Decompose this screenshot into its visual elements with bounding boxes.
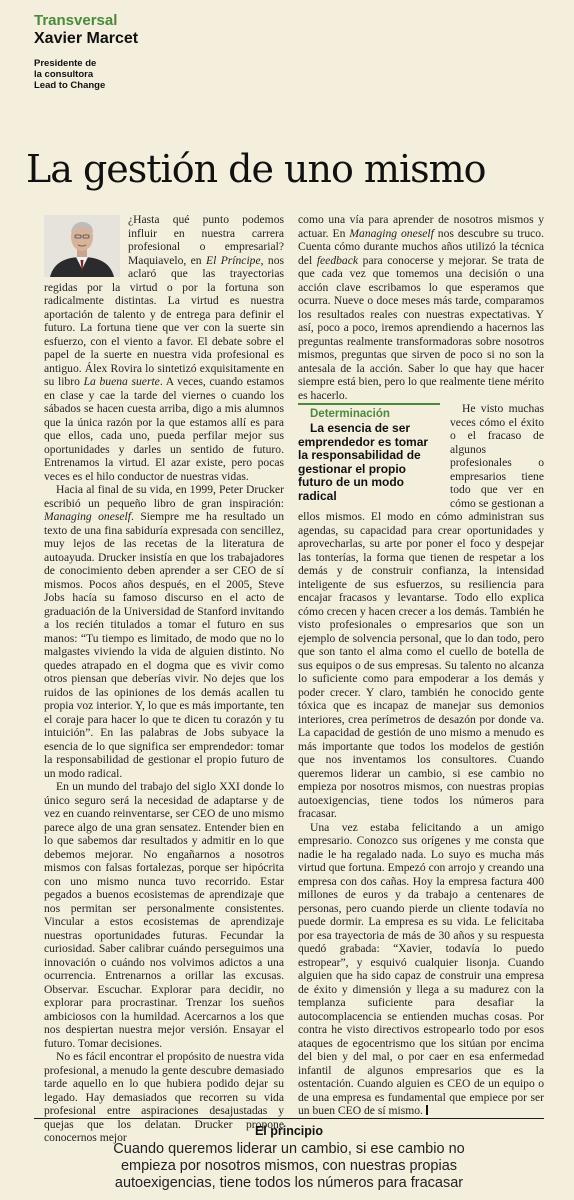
author-role-line: la consultora: [34, 69, 94, 80]
footer-label: El principio: [254, 1124, 324, 1138]
footer-quote-line: empieza por nosotros mismos, con nuestras propias: [120, 1158, 458, 1174]
paragraph: como una vía para aprender de nosotros mismos y actuar. En Managing oneself nos descubre su truco. Cuenta cómo durante muchos años utilizó la técnica del feedback para conocerse y mejorar. Se trata de que cada vez que tomemos una decisión o una acción clave escribamos lo que esperamos que ocurra. Nueve o doce meses más tarde, comparamos los resultados reales con nuestras expectativas. Y así, poco a poco, iremos aprendiendo a hacernos las preguntas realmente transformadoras sobre nosotros mismos, preguntas que sirven de poco si no son la antesala de la acción. Saber lo que hay que hacer siempre está bien, pero lo que realmente tiene mérito es hacerlo.: [298, 213, 545, 402]
highlight-footer: [34, 1118, 544, 1192]
paragraph: ¿Hasta qué punto podemos influir en nuestra carrera profesional o empresarial? Maquiavelo, en El Príncipe, nos aclaró que las trayectorias regidas por la virtud o por la fortuna son radicalmente distintas. La virtud es nuestra aportación de talento y de entrega para definir el futuro. La fortuna tiene que ver con la suerte sin esfuerzo, con el viento a favor. El debate sobre el papel de la suerte en nuestra vida profesional es antiguo. Álex Rovira lo sintetizó exquisitamente en su libro La buena suerte. A veces, cuando estamos en clase y cae la tarde del viernes o cuando los sábados se hacen cuesta arriba, digo a mis alumnos que la única razón por la que estamos allí es para que ellos, cada uno, pueda perfilar mejor sus oportunidades y darles un sentido de futuro. Entrenamos la virtud. El azar existe, pero pocas veces es el hilo conductor de nuestras vidas.: [44, 213, 285, 483]
article-column-1: [44, 213, 284, 1145]
author-portrait-icon: [44, 215, 120, 277]
author-role-line: Presidente de: [34, 58, 97, 69]
author-photo: [44, 215, 120, 277]
section-label: Transversal: [34, 12, 118, 29]
paragraph: No es fácil encontrar el propósito de nuestra vida profesional, a menudo la gente descubre demasiado tarde aquello en lo que hubiera podido dejar su legado. Hay demasiados que recorren su vida profesional entre aspiraciones desajustadas y quejas que los delatan. Drucker propone conocernos mejor: [44, 1050, 284, 1144]
author-role: [34, 58, 334, 91]
pull-quote-text: La esencia de ser emprendedor es tomar la responsabilidad de gestionar el propio futuro de un modo radical: [298, 421, 429, 503]
end-mark-icon: [426, 1105, 428, 1115]
paragraph: En un mundo del trabajo del siglo XXI donde lo único seguro será la necesidad de adaptarse y de vez en cuando reinventarse, ser CEO de uno mismo parece algo de una gran sensatez. Entender bien en lo que sabemos dar resultados y admitir en lo que debemos mejorar. No engañarnos a nosotros mismos con falsas fortalezas, porque ser hipócrita con uno mismo nunca tuvo recorrido. Estar pegados a buenos ecosistemas de aprendizaje que nos permitan ser personalmente consistentes. Vincular a estos ecosistemas de aprendizaje nuestras oportunidades futuras. Fecundar la curiosidad. Saber calibrar cuándo perseguimos una innovación o cuándo nos volvimos adictos a una ocurrencia. Entrenarnos a orillar las excusas. Observar. Escuchar. Explorar para decidir, no explorar para procrastinar. Trenzar los sueños ambiciosos con la humildad. Acercarnos a los que nos despiertan nuestra mejor versión. Ensayar el futuro. Tomar decisiones.: [44, 780, 284, 1050]
article-column-2: [298, 213, 544, 1118]
footer-quote-line: autoexigencias, tiene todos los números para fracasar: [114, 1175, 464, 1191]
footer-quote-line: Cuando queremos liderar un cambio, si ese cambio no: [113, 1141, 465, 1157]
paragraph: Una vez estaba felicitando a un amigo empresario. Conozco sus orígenes y me consta que nadie le ha regalado nada. Lo suyo es mucha más virtud que fortuna. Empezó con arrojo y creando una empresa con dos cañas. Hoy la empresa factura 400 millones de euros y da trabajo a centenares de personas, pero cuando pierde un cliente todavía no puede dormir. La empresa es su vida. Le felicitaba por esa trayectoria de más de 30 años y su respuesta quedó grabada: “Xavier, todavía lo puedo estropear”, y esquivó cualquier lisonja. Cuando alguien que ha sido capaz de construir una empresa de éxito y dimensión y llega a su madurez con la templanza suficiente para desafiar la autocomplacencia se entienden muchas cosas. Por contra he visto directivos estropearlo todo por esos ataques de egocentrismo que los sitúan por encima del bien y del mal, o por caer en esa enfermedad infantil de algunos empresarios que es la ostentación. Cuando alguien es CEO de un equipo o de una empresa es fundamental que empiece por ser un buen CEO de sí mismo.: [298, 820, 544, 1117]
paragraph: Determinación La esencia de ser emprendedor es tomar la responsabilidad de gestionar el propio futuro de un modo radical He visto muchas veces cómo el éxito o el fracaso de algunos profesionales o empresarios tiene todo que ver en cómo se gestionan a ellos mismos. El modo en cómo administran sus agendas, su capacidad para crear oportunidades y aprovecharlas, su arte por poner el foco y despejar las tonterías, la forma que tienen de respetar a los demás y de construir confianza, la intensidad inteligente de sus esfuerzos, su resiliencia para encajar fracasos y levantarse. Todo ello explica cómo crecen y hacen crecer a los demás. También he visto profesionales o empresarios que son un ejemplo de solvencia personal, que lo dan todo, pero que son tanto el alma como el cuello de botella de sus equipos o de sus empresas. Su talento no alcanza lo suficiente como para empoderar a los demás y poder crecer. Y claro, también he conocido gente tóxica que es incapaz de manejar sus demonios interiores, crea perímetros de desazón por donde va. La capacidad de gestión de uno mismo a menudo es más importante que todos los modelos de gestión que nos inventamos los consultores. Cuando queremos liderar un cambio, si ese cambio no empieza por nosotros mismos, con nuestras propias autoexigencias, tiene todos los números para fracasar.: [298, 402, 544, 820]
author-role-line: Lead to Change: [34, 80, 106, 91]
pull-quote: [298, 403, 440, 503]
article-header: [34, 12, 334, 91]
article-title: La gestión de uno mismo: [26, 147, 486, 191]
footer-quote: [34, 1141, 544, 1192]
paragraph: Hacia al final de su vida, en 1999, Peter Drucker escribió un pequeño libro de gran inspiración: Managing oneself. Siempre me ha resultado un texto de una fina sabiduría expresada con sencillez, muy lejos de las recetas de la literatura de autoayuda. Drucker insistía en que los trabajadores de conocimiento deben aprender a ser CEO de sí mismos. Pocos años después, en el 2005, Steve Jobs hacía su famoso discurso en el acto de graduación de la Universidad de Stanford invitando a los recién titulados a tomar el futuro en sus manos: “Tu tiempo es limitado, de modo que no lo malgastes viviendo la vida de alguien distinto. No quedes atrapado en el dogma que es vivir como otros piensan que deberías vivir. No dejes que los ruidos de las opiniones de los demás acallen tu propia voz interior. Y, lo que es más importante, ten el coraje para hacer lo que te dicen tu corazón y tu intuición”. En las palabras de Jobs subyace la esencia de lo que significa ser emprendedor: tomar la responsabilidad de gestionar el propio futuro de un modo radical.: [44, 483, 284, 780]
pull-quote-label: Determinación: [310, 408, 390, 420]
author-name: Xavier Marcet: [34, 30, 139, 47]
